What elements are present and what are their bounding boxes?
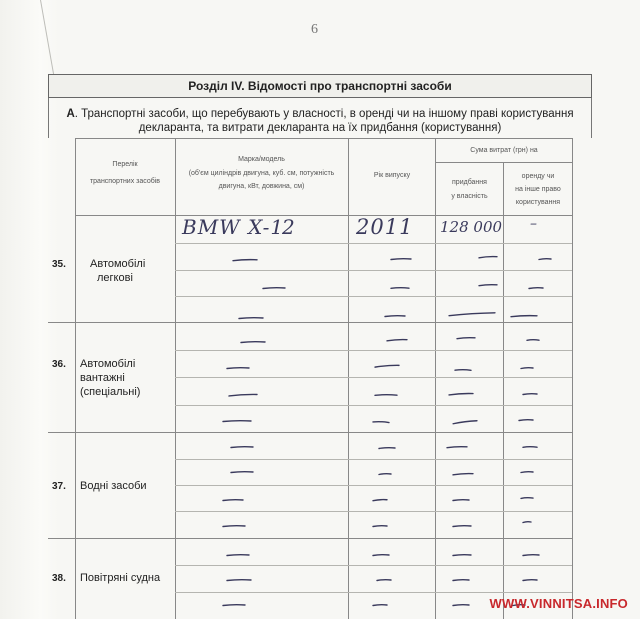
row-label-37: Водні засоби: [80, 480, 147, 492]
handwritten-dash: [222, 498, 244, 502]
handwritten-dash: [446, 445, 468, 449]
row-number-37: 37.: [52, 481, 66, 492]
handwritten-dash: [454, 368, 472, 373]
header-brand-model: Марка/модель (об'єм циліндрів двигуна, куб. см, потужність двигуна, кВт, довжина, см): [188, 156, 335, 190]
site-watermark: WWW.VINNITSA.INFO: [489, 596, 628, 611]
handwritten-dash: [240, 340, 266, 344]
section-a-letter: А: [66, 108, 75, 120]
handwritten-dash: [510, 314, 538, 318]
handwritten-dash: [478, 283, 498, 287]
section-title-text: Розділ IV. Відомості про транспортні засоби: [188, 79, 452, 93]
handwritten-dash: [522, 578, 538, 582]
handwritten-dash: [448, 392, 474, 397]
handwritten-dash: [538, 257, 552, 261]
sub-row-line: [175, 296, 572, 297]
handwritten-dash: [372, 524, 388, 528]
sub-row-line: [175, 405, 572, 406]
header-vehicle-list: Перелік транспортних засобів: [89, 161, 161, 185]
handwritten-dash: [238, 316, 264, 320]
row-label-36: Автомобілі вантажні (спеціальні): [80, 358, 141, 398]
handwritten-dash: [520, 470, 534, 474]
table-border-right: [572, 138, 573, 619]
section-a-line2: декларанта, та витрати декларанта на їх придбання (користування): [138, 122, 502, 134]
table-col-divider: [348, 138, 349, 619]
handwritten-dash: [522, 520, 532, 524]
header-cost-rent: оренду чи на інше право користування: [515, 173, 561, 206]
handwritten-dash: [384, 314, 406, 318]
handwritten-dash: [390, 286, 410, 290]
handwritten-dash: [448, 311, 496, 318]
sub-row-line: [175, 377, 572, 378]
table-col-divider: [175, 138, 176, 619]
handwritten-dash: [520, 496, 534, 500]
handwritten-rent-cost: –: [530, 216, 537, 232]
handwritten-dash: [520, 366, 534, 370]
handwritten-dash: [518, 418, 534, 422]
handwritten-dash: [452, 419, 478, 426]
row-number-35: 35.: [52, 259, 66, 270]
sub-row-line: [175, 350, 572, 351]
header-cost-title: Сума витрат (грн) на: [470, 147, 538, 154]
header-cost-purchase: придбання у власність: [451, 179, 488, 200]
handwritten-dash: [452, 578, 470, 582]
handwritten-dash: [522, 445, 538, 450]
handwritten-dash: [386, 338, 408, 343]
row-divider: [48, 538, 572, 539]
table-top-border: [75, 138, 572, 139]
row-number-38: 38.: [52, 573, 66, 584]
handwritten-purchase-cost: 128 000: [440, 218, 503, 236]
row-divider: [48, 322, 572, 323]
handwritten-model-suffix: 2: [282, 215, 295, 239]
handwritten-dash: [376, 578, 392, 582]
handwritten-dash: [372, 603, 388, 607]
handwritten-dash: [230, 445, 254, 449]
handwritten-dash: [226, 578, 252, 582]
row-label-35: Автомобілі легкові: [90, 258, 146, 284]
sub-row-line: [175, 592, 572, 593]
handwritten-dash: [374, 363, 400, 368]
handwritten-year: 2011: [356, 215, 414, 239]
row-label-38: Повітряні судна: [80, 572, 161, 584]
handwritten-dash: [452, 603, 470, 607]
sub-row-line: [175, 511, 572, 512]
sub-row-line: [175, 270, 572, 271]
handwritten-dash: [374, 393, 398, 397]
section-title: [48, 74, 592, 98]
handwritten-dash: [456, 336, 476, 340]
handwritten-dash: [228, 392, 258, 397]
header-bottom-line: [75, 215, 572, 216]
handwritten-dash: [452, 472, 474, 477]
handwritten-dash: [452, 498, 470, 502]
handwritten-dash: [378, 446, 396, 450]
handwritten-model: BMW X-1: [182, 215, 285, 239]
row-number-36: 36.: [52, 359, 66, 370]
handwritten-dash: [452, 524, 472, 528]
handwritten-dash: [390, 257, 412, 261]
table-col-divider: [435, 138, 436, 619]
handwritten-dash: [372, 498, 388, 503]
handwritten-dash: [378, 472, 392, 476]
handwritten-dash: [222, 524, 246, 528]
handwritten-dash: [222, 603, 246, 607]
sub-row-line: [175, 243, 572, 244]
handwritten-dash: [528, 286, 544, 290]
page-number: 6: [311, 22, 318, 37]
row-divider: [48, 432, 572, 433]
handwritten-dash: [222, 419, 252, 423]
sub-row-line: [175, 485, 572, 486]
sub-row-line: [175, 565, 572, 566]
handwritten-dash: [452, 553, 472, 557]
section-a-heading: [48, 98, 592, 138]
handwritten-dash: [522, 392, 538, 396]
handwritten-dash: [226, 553, 250, 557]
sub-row-line: [175, 459, 572, 460]
handwritten-dash: [478, 255, 498, 260]
handwritten-dash: [262, 286, 286, 290]
handwritten-dash: [372, 553, 390, 557]
table-col-divider: [503, 162, 504, 619]
cost-subheader-line: [435, 162, 572, 163]
table-border-left: [75, 138, 76, 619]
section-a-line1: . Транспортні засоби, що перебувають у власності, в оренді чи на іншому праві користування: [74, 108, 574, 120]
handwritten-dash: [522, 553, 540, 557]
handwritten-dash: [372, 419, 390, 424]
handwritten-dash: [226, 366, 250, 370]
header-year: Рік випуску: [373, 172, 411, 179]
handwritten-dash: [526, 338, 540, 342]
handwritten-dash: [230, 470, 254, 474]
handwritten-dash: [232, 258, 258, 262]
